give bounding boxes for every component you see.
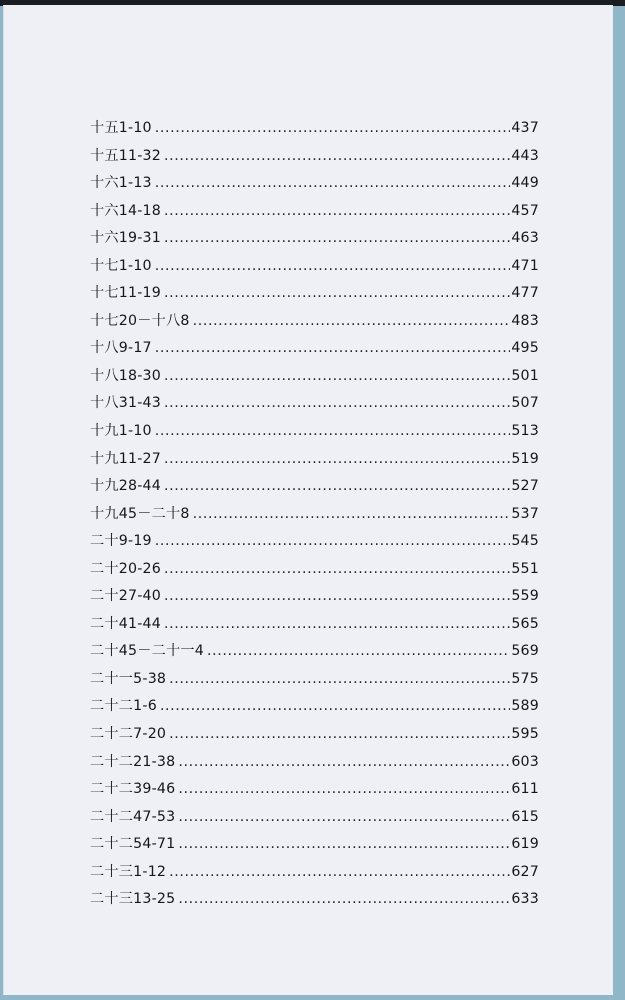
toc-entry-page-number: 575	[511, 670, 539, 687]
toc-entry	[90, 751, 539, 779]
toc-entry-label: 十六19-31	[90, 230, 162, 247]
toc-entry-page-number: 507	[511, 395, 539, 412]
toc-entry-label: 十九45－二十8	[90, 505, 190, 522]
dot-leader	[193, 506, 511, 522]
toc-entry-label: 二十三13-25	[90, 891, 176, 908]
toc-entry-page-number: 501	[511, 367, 539, 384]
toc-entry-page-number: 619	[511, 836, 539, 853]
toc-entry-label: 十六1-13	[90, 175, 152, 192]
toc-entry-page-number: 483	[511, 312, 539, 329]
toc-entry	[90, 172, 539, 200]
toc-entry-label: 十九28-44	[90, 478, 162, 495]
table-of-contents	[90, 117, 539, 916]
toc-entry	[90, 227, 539, 255]
toc-entry-page-number: 615	[511, 808, 539, 825]
toc-entry	[90, 585, 539, 613]
dot-leader	[178, 754, 510, 770]
dot-leader	[164, 451, 510, 467]
toc-entry	[90, 420, 539, 448]
document-page	[3, 5, 613, 995]
toc-entry-page-number: 437	[511, 120, 539, 136]
toc-entry-label: 二十9-19	[90, 533, 152, 550]
toc-entry	[90, 282, 539, 310]
dot-leader	[155, 258, 511, 274]
toc-entry-page-number: 477	[511, 285, 539, 302]
dot-leader	[164, 285, 510, 301]
toc-entry	[90, 695, 539, 723]
toc-entry-label: 十八18-30	[90, 367, 162, 384]
toc-entry-page-number: 565	[511, 615, 539, 632]
toc-entry	[90, 337, 539, 365]
toc-entry-label: 十六14-18	[90, 202, 162, 219]
toc-entry-label: 二十41-44	[90, 615, 162, 632]
toc-entry-label: 二十一5-38	[90, 670, 167, 687]
toc-entry	[90, 861, 539, 889]
toc-entry-label: 二十二1-6	[90, 698, 157, 715]
dot-leader	[164, 368, 510, 384]
toc-entry-label: 十九11-27	[90, 450, 162, 467]
toc-entry-page-number: 611	[511, 781, 539, 798]
toc-entry	[90, 117, 539, 145]
toc-entry-page-number: 519	[511, 450, 539, 467]
toc-entry-label: 十八31-43	[90, 395, 162, 412]
dot-leader	[164, 230, 510, 246]
toc-entry-page-number: 545	[511, 533, 539, 550]
toc-entry	[90, 365, 539, 393]
toc-entry-label: 二十二54-71	[90, 836, 176, 853]
dot-leader	[169, 864, 510, 880]
toc-entry-label: 二十45－二十一4	[90, 643, 205, 660]
toc-entry-label: 二十三1-12	[90, 863, 167, 880]
dot-leader	[155, 120, 511, 136]
toc-entry-page-number: 457	[511, 202, 539, 219]
toc-entry	[90, 255, 539, 283]
toc-entry-page-number: 559	[511, 588, 539, 605]
toc-entry-label: 十八9-17	[90, 340, 152, 357]
dot-leader	[155, 340, 511, 356]
dot-leader	[155, 533, 511, 549]
dot-leader	[169, 726, 510, 742]
toc-entry-label: 十五1-10	[90, 120, 152, 136]
dot-leader	[164, 203, 510, 219]
toc-entry	[90, 558, 539, 586]
toc-entry	[90, 392, 539, 420]
dot-leader	[164, 616, 510, 632]
toc-entry	[90, 640, 539, 668]
toc-entry-label: 二十二39-46	[90, 781, 176, 798]
toc-entry-label: 十七1-10	[90, 257, 152, 274]
toc-entry-page-number: 633	[511, 891, 539, 908]
toc-entry	[90, 503, 539, 531]
toc-entry	[90, 668, 539, 696]
toc-entry-page-number: 449	[511, 175, 539, 192]
dot-leader	[178, 781, 510, 797]
toc-entry-page-number: 527	[511, 478, 539, 495]
toc-entry-page-number: 471	[511, 257, 539, 274]
toc-entry	[90, 200, 539, 228]
toc-entry-page-number: 513	[511, 423, 539, 440]
dot-leader	[169, 671, 510, 687]
dot-leader	[178, 891, 510, 907]
toc-entry-page-number: 463	[511, 230, 539, 247]
dot-leader	[193, 313, 511, 329]
toc-entry-label: 十五11-32	[90, 147, 162, 164]
dot-leader	[178, 809, 510, 825]
toc-entry-label: 十七11-19	[90, 285, 162, 302]
toc-entry-page-number: 537	[511, 505, 539, 522]
dot-leader	[155, 423, 511, 439]
dot-leader	[160, 698, 510, 714]
toc-entry-page-number: 589	[511, 698, 539, 715]
toc-entry-page-number: 595	[511, 726, 539, 743]
dot-leader	[178, 836, 510, 852]
dot-leader	[164, 148, 510, 164]
toc-entry	[90, 613, 539, 641]
toc-entry	[90, 723, 539, 751]
dot-leader	[164, 588, 510, 604]
toc-entry-page-number: 495	[511, 340, 539, 357]
dot-leader	[207, 643, 510, 659]
toc-entry	[90, 145, 539, 173]
dot-leader	[164, 561, 510, 577]
toc-entry-page-number: 627	[511, 863, 539, 880]
toc-entry-label: 二十二47-53	[90, 808, 176, 825]
toc-entry-page-number: 603	[511, 753, 539, 770]
dot-leader	[155, 175, 511, 191]
toc-entry	[90, 888, 539, 916]
toc-entry	[90, 475, 539, 503]
toc-entry-page-number: 569	[511, 643, 539, 660]
toc-entry	[90, 448, 539, 476]
toc-entry-label: 十七20－十八8	[90, 312, 190, 329]
toc-entry-page-number: 551	[511, 560, 539, 577]
toc-entry	[90, 806, 539, 834]
toc-entry	[90, 778, 539, 806]
toc-entry-label: 二十二21-38	[90, 753, 176, 770]
toc-entry-label: 十九1-10	[90, 423, 152, 440]
dot-leader	[164, 395, 510, 411]
toc-entry	[90, 310, 539, 338]
dot-leader	[164, 478, 510, 494]
toc-entry	[90, 530, 539, 558]
toc-entry-label: 二十二7-20	[90, 726, 167, 743]
toc-entry	[90, 833, 539, 861]
toc-entry-label: 二十27-40	[90, 588, 162, 605]
toc-entry-label: 二十20-26	[90, 560, 162, 577]
toc-entry-page-number: 443	[511, 147, 539, 164]
